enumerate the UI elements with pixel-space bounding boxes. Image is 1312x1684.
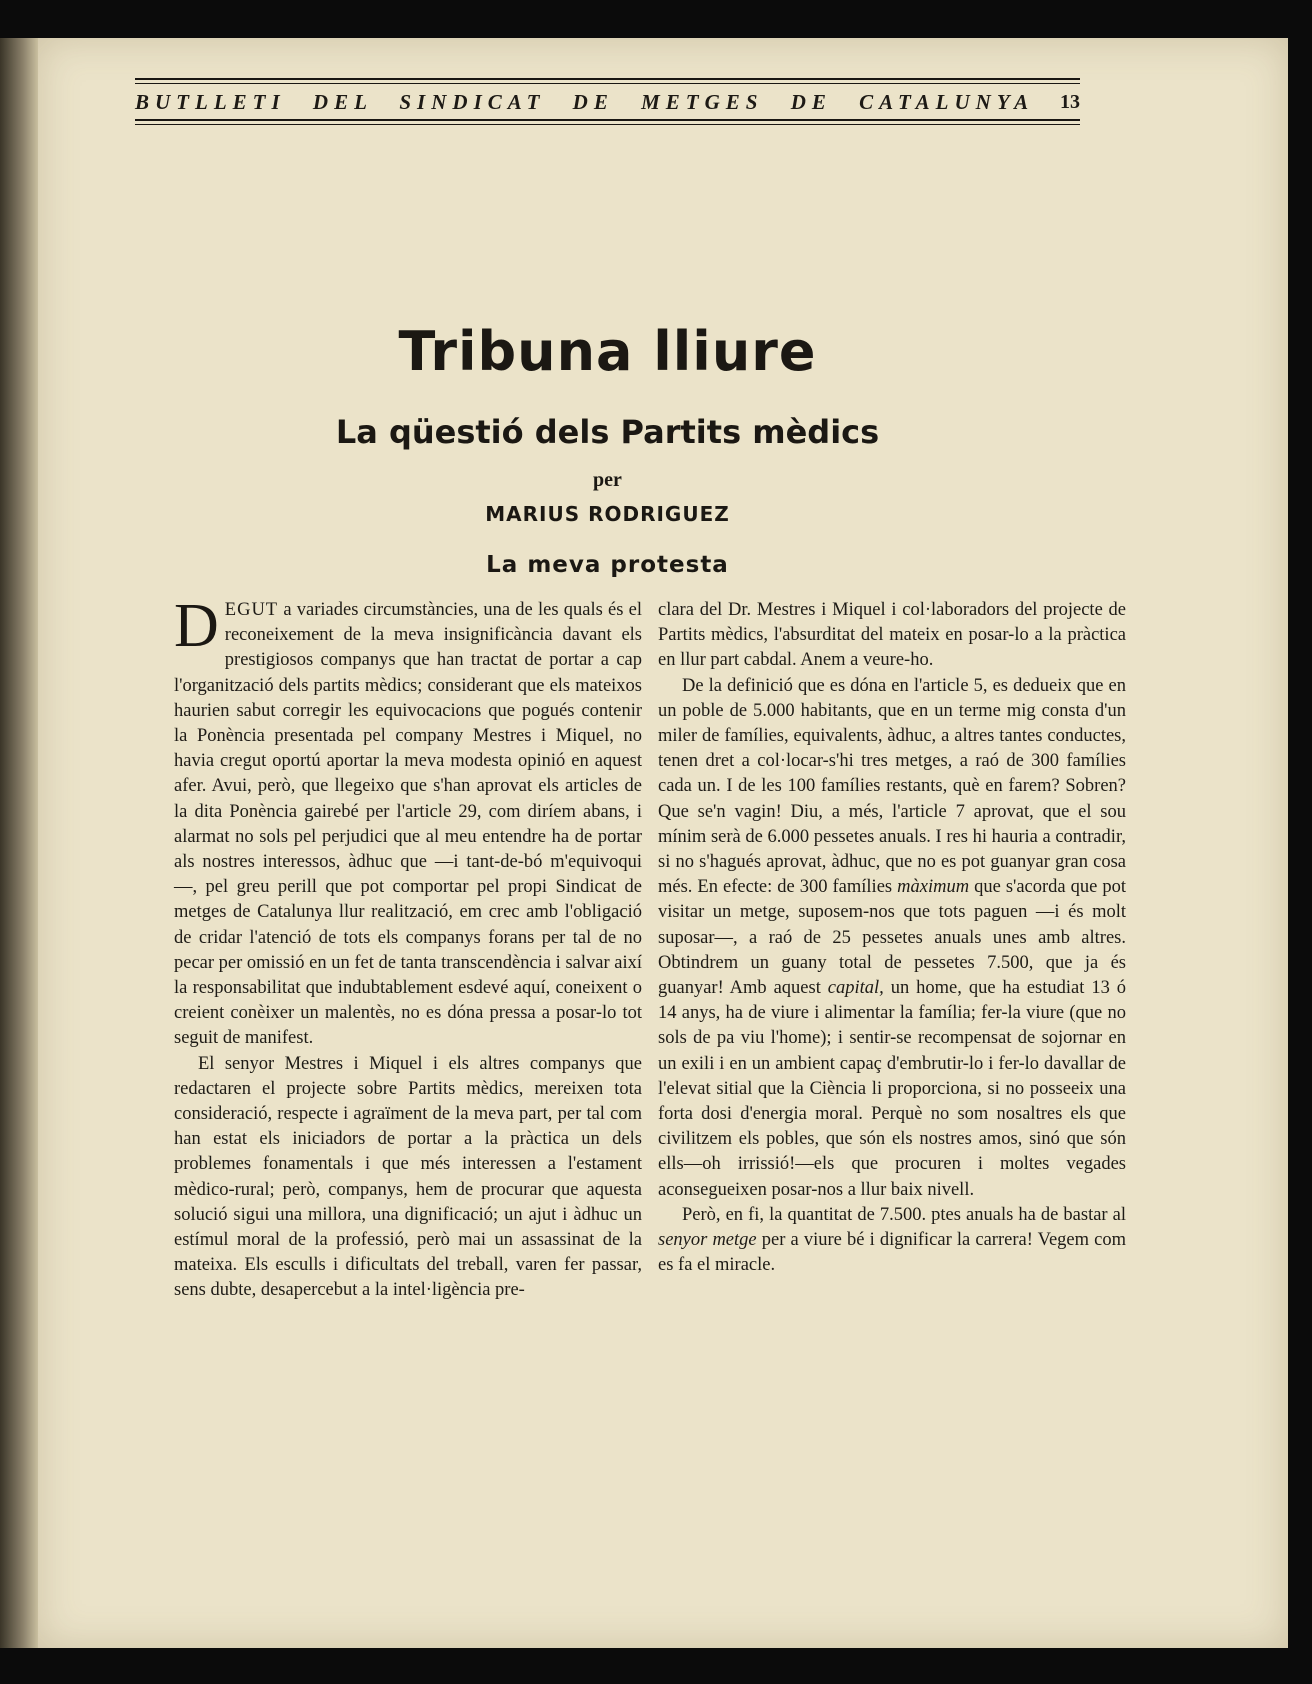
lead-word: EGUT bbox=[224, 600, 279, 620]
paragraph-text: que s'acorda que pot visitar un metge, suposem-nos que tots paguen —i és molt suposar—, a raó de 25 pessetes anuals unes amb altres. Obtindrem un guany total de pessetes 7.500, que ja és guanyar! Amb aquest bbox=[658, 877, 1127, 999]
article-subtitle: La qüestió dels Partits mèdics bbox=[335, 413, 880, 451]
paragraph-text: a variades circumstàncies, una de les quals és el reconeixement de la meva insignificància davant els prestigiosos companys que han tractat de portar a cap l'organització dels partits mèdics; considerant que els mateixos haurien sabut corregir les equivocacions que pogués contenir la Ponència presentada pel company Mestres i Miquel, no havia cregut oportú aportar la meva modesta opinió en aquest afer. Avui, però, que llegeixo que s'han aprovat els articles de la dita Ponència gairebé per l'article 29, com diríem abans, i alarmat no sols pel perjudici que al meu entendre ha de portar als nostres interessos, àdhuc que —i tant-de-bó m'equivoqui—, pel greu perill que pot comportar pel propi Sindicat de metges de Catalunya llur realització, em crec amb l'obligació de cridar l'atenció de tots els companys forans per tal de no pecar per omissió en un fet de tanta transcendència i salvar així la responsabilitat que indubtablement esdevé aquí, coneixent o creient conèixer un malentès, no es dóna pressa a posar-lo tot seguit de manifest. bbox=[174, 600, 642, 1049]
article-body bbox=[174, 592, 1127, 1304]
book-binding bbox=[0, 38, 38, 1648]
italic-term: senyor metge bbox=[658, 1230, 757, 1251]
header-bottom-rule bbox=[135, 119, 1080, 125]
paragraph bbox=[658, 1203, 1126, 1279]
paragraph-text: un home, que ha estudiat 13 ó 14 anys, ha de viure i alimentar la família; fer-la viure (que no sols de pa viu l'home); i sentir-se recompensat de sojornar en un exili i en un ambient capaç d'embrutir-lo i fer-lo davallar de l'elevat sitial que la Ciència li proporciona, si no posseeix una forta dosi d'energia moral. Perquè no som nosaltres els que civilitzem els pobles, que són els nostres amos, sinó que són ells—oh irrissió!—els que procuren i moltes vegades aconsegueixen posar-nos a llur baix nivell. bbox=[658, 978, 1126, 1200]
italic-term: capital, bbox=[827, 978, 884, 999]
paragraph-text: De la definició que es dóna en l'article 5, es dedueix que en un poble de 5.000 habitants, que en un terme mig consta d'un miler de famílies, equivalents, àdhuc, a altres tantes conductes, tenen dret a col·locar-s'hi tres metges, a raó de 300 famílies cada un. I de les 100 famílies restants, què en farem? Sobren? Que se'n vagin! Diu, a més, l'article 7 aprovat, que el sou mínim serà de 6.000 pessetes anuals. I res hi hauria a contradir, si no s'hagués aprovat, àdhuc, que no es pot guanyar gran cosa més. En efecte: de 300 famílies bbox=[658, 675, 1126, 898]
paragraph bbox=[174, 592, 642, 1052]
paragraph bbox=[658, 674, 1126, 1203]
section-title: La meva protesta bbox=[486, 552, 729, 578]
column-left bbox=[174, 592, 642, 1304]
running-header bbox=[135, 78, 1080, 125]
journal-title: BUTLLETI DEL SINDICAT DE METGES DE CATALUNYA bbox=[135, 90, 1035, 114]
paragraph-text: per a viure bé i dignificar la carrera! Vegem com es fa el miracle. bbox=[658, 1230, 1127, 1276]
article-title: Tribuna lliure bbox=[398, 320, 817, 383]
drop-cap: D bbox=[174, 592, 219, 660]
paragraph-text: Però, en fi, la quantitat de 7.500. ptes anuals ha de bastar al bbox=[682, 1204, 1126, 1225]
byline-prefix: per bbox=[593, 469, 622, 491]
paragraph: clara del Dr. Mestres i Miquel i col·laboradors del projecte de Partits mèdics, l'absurditat del mateix en posar-lo a la pràctica en llur part cabdal. Anem a veure-ho. bbox=[658, 600, 1126, 671]
article-heading bbox=[135, 320, 1080, 578]
header-bar bbox=[135, 84, 1080, 119]
page-number: 13 bbox=[1060, 91, 1080, 113]
italic-term: màximum bbox=[897, 877, 970, 898]
paragraph: El senyor Mestres i Miquel i els altres companys que redactaren el projecte sobre Partits mèdics, mereixen tota consideració, respecte i agraïment de la meva part, per tal com han estat els iniciadors de portar a la pràctica un dels problemes fonamentals i que més interessen a l'estament mèdico-rural; però, companys, hem de procurar que aquesta solució sigui una millora, una dignificació; un ajut i àdhuc un estímul moral de la professió, però mai un assassinat de la mateixa. Els esculls i dificultats del treball, varen fer passar, sens dubte, desapercebut a la intel·ligència pre- bbox=[174, 1053, 642, 1301]
author-name: MARIUS RODRIGUEZ bbox=[485, 502, 730, 526]
column-right bbox=[658, 598, 1126, 1304]
